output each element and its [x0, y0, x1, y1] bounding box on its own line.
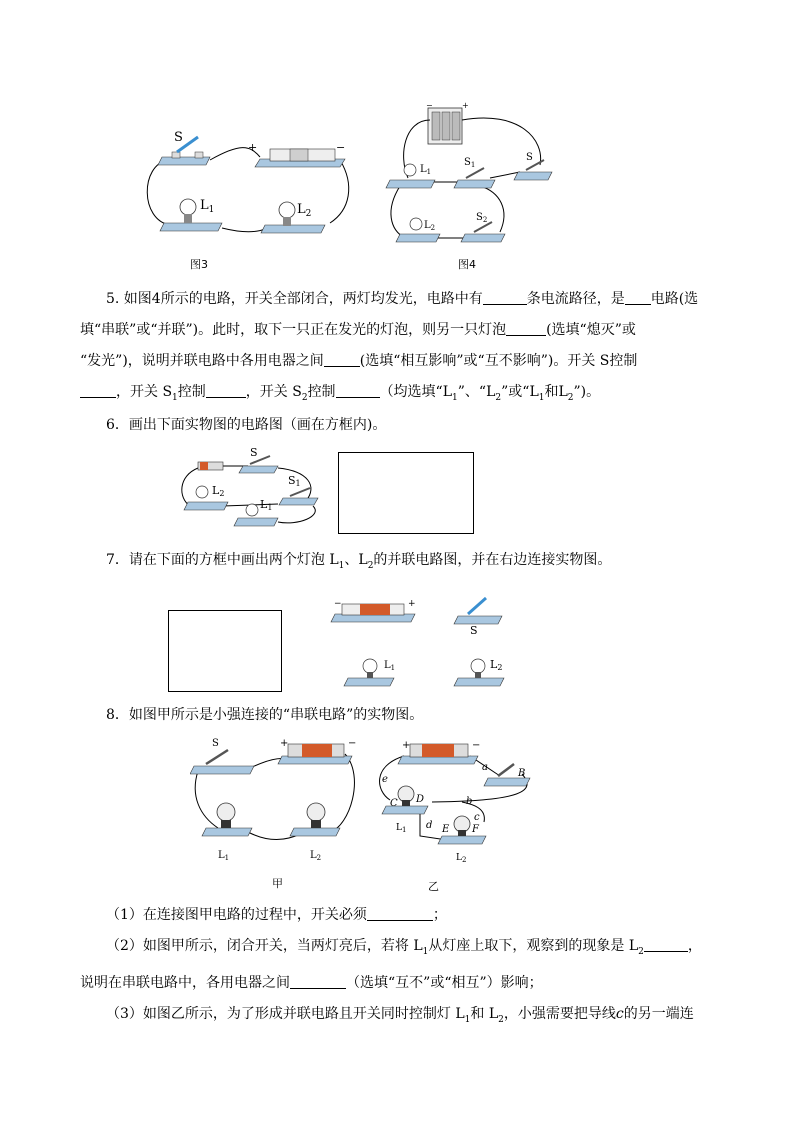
- label-minus: −: [348, 738, 357, 749]
- label-l2: $L_2$: [297, 202, 312, 219]
- label-minus: −: [334, 599, 342, 609]
- fig3-caption: 图3: [190, 258, 208, 271]
- label-s: S: [250, 446, 258, 459]
- label-e-terminal: E: [442, 824, 450, 835]
- answer-blank[interactable]: [625, 290, 651, 305]
- label-d-terminal: D: [416, 794, 425, 805]
- answer-blank[interactable]: [367, 906, 433, 921]
- switch-s1: [279, 488, 318, 505]
- answer-blank[interactable]: [290, 974, 346, 989]
- answer-blank[interactable]: [80, 383, 116, 398]
- switch-s: [190, 750, 254, 774]
- label-s: S: [212, 738, 219, 749]
- label-s: S: [470, 624, 478, 637]
- question-6: 6．画出下面实物图的电路图（画在方框内)。: [106, 417, 387, 433]
- question-6-figure: [178, 446, 328, 531]
- label-l2: $L_2$: [456, 853, 467, 864]
- fig-jia-caption: 甲: [272, 877, 283, 890]
- label-s1: S1: [288, 474, 301, 488]
- label-l1: $L_1$: [384, 660, 396, 672]
- label-minus: −: [336, 141, 346, 154]
- label-plus: +: [462, 101, 469, 110]
- question-8-intro: 8．如图甲所示是小强连接的“串联电路”的实物图。: [106, 707, 424, 723]
- battery: [198, 462, 223, 470]
- label-b: b: [466, 796, 473, 807]
- question-8-parts: （1）在连接图甲电路的过程中，开关必须 ； （2）如图甲所示，闭合开关，当两灯亮后，若将 $L_1$从灯座上取下，观察到的现象是 $L_2$ ， 说明在串联电路中，各用电器之间 （选填“互不”或“相互”）影响； （3）如图乙所示，为了形成并联电路且开关同时控制灯 $L_1$和 $L_2$，小强需要把导线c的另一端连: [80, 907, 702, 1025]
- figure-jia: [190, 736, 360, 866]
- lamp-l2: [261, 202, 325, 233]
- label-c-terminal: C: [390, 798, 398, 809]
- lamp-l2: [290, 803, 340, 836]
- lamp-l1: [202, 803, 252, 836]
- fig-yi-caption: 乙: [428, 880, 439, 893]
- figure-3: [140, 125, 360, 265]
- switch-s: [239, 456, 278, 473]
- label-l1: $L_1$: [396, 823, 407, 834]
- label-a: a: [482, 762, 488, 773]
- label-minus: −: [472, 740, 481, 751]
- label-l1: L1: [260, 498, 273, 512]
- label-l1: $L_1$: [218, 850, 230, 862]
- label-plus: +: [248, 141, 258, 154]
- label-l2: $L_2$: [310, 850, 322, 862]
- answer-blank[interactable]: [324, 352, 360, 367]
- switch-s1: [454, 168, 495, 188]
- fig4-caption: 图4: [458, 258, 476, 271]
- label-plus: +: [408, 599, 416, 609]
- label-l2: L2: [490, 658, 503, 672]
- answer-blank[interactable]: [644, 937, 688, 952]
- label-c: c: [474, 812, 480, 823]
- switch-s: [454, 598, 502, 624]
- battery: [255, 149, 345, 167]
- battery: [331, 604, 415, 622]
- answer-blank[interactable]: [506, 321, 546, 336]
- label-b-terminal: B: [518, 768, 526, 779]
- answer-box-q6[interactable]: [338, 452, 474, 534]
- label-d: d: [426, 820, 433, 831]
- label-l2: $L_2$: [424, 220, 436, 232]
- question-7-figure: [330, 596, 520, 696]
- label-s2: $S_2$: [476, 212, 488, 224]
- label-s1: $S_1$: [464, 157, 476, 169]
- answer-box-q7[interactable]: [168, 610, 282, 692]
- label-l1: $L_1$: [420, 164, 432, 176]
- switch-s2: [461, 222, 505, 242]
- answer-blank[interactable]: [336, 383, 380, 398]
- label-s: S: [174, 130, 183, 145]
- figure-yi: [372, 736, 542, 871]
- lamp-l1: [160, 199, 222, 231]
- label-l2: L2: [212, 484, 225, 498]
- switch-s: [514, 160, 552, 180]
- label-f-terminal: F: [472, 824, 479, 835]
- label-s: S: [526, 152, 533, 163]
- label-minus: −: [426, 101, 433, 110]
- switch-s: [158, 137, 210, 165]
- battery-box: [428, 108, 462, 144]
- answer-blank[interactable]: [483, 290, 527, 305]
- question-7: 7．请在下面的方框中画出两个灯泡 $L_1$、$L_2$的并联电路图，并在右边连接实物图。: [106, 552, 612, 571]
- battery: [278, 744, 352, 764]
- label-plus: +: [280, 738, 289, 749]
- question-5: 5. 如图4所示的电路，开关全部闭合，两灯均发光，电路中有 条电流路径，是 电路(选 填“串联”或“并联”)。此时，取下一只正在发光的灯泡，则另一只灯泡 (选填“熄灭”或 “发光”)，说明并联电路中各用电器之间 (选填“相互影响”或“互不影响”)。开关 S控制 ，开关 $S_1$控制 ，开关 $S_2$控制 （均选填“$L_1$”、“$L_2$”或“$L_1$和$L_2$”)。: [80, 291, 699, 403]
- answer-blank[interactable]: [206, 383, 246, 398]
- label-l1: $L_1$: [200, 198, 215, 215]
- label-e: e: [382, 774, 388, 785]
- figure-4: [380, 100, 560, 255]
- label-plus: +: [402, 740, 411, 751]
